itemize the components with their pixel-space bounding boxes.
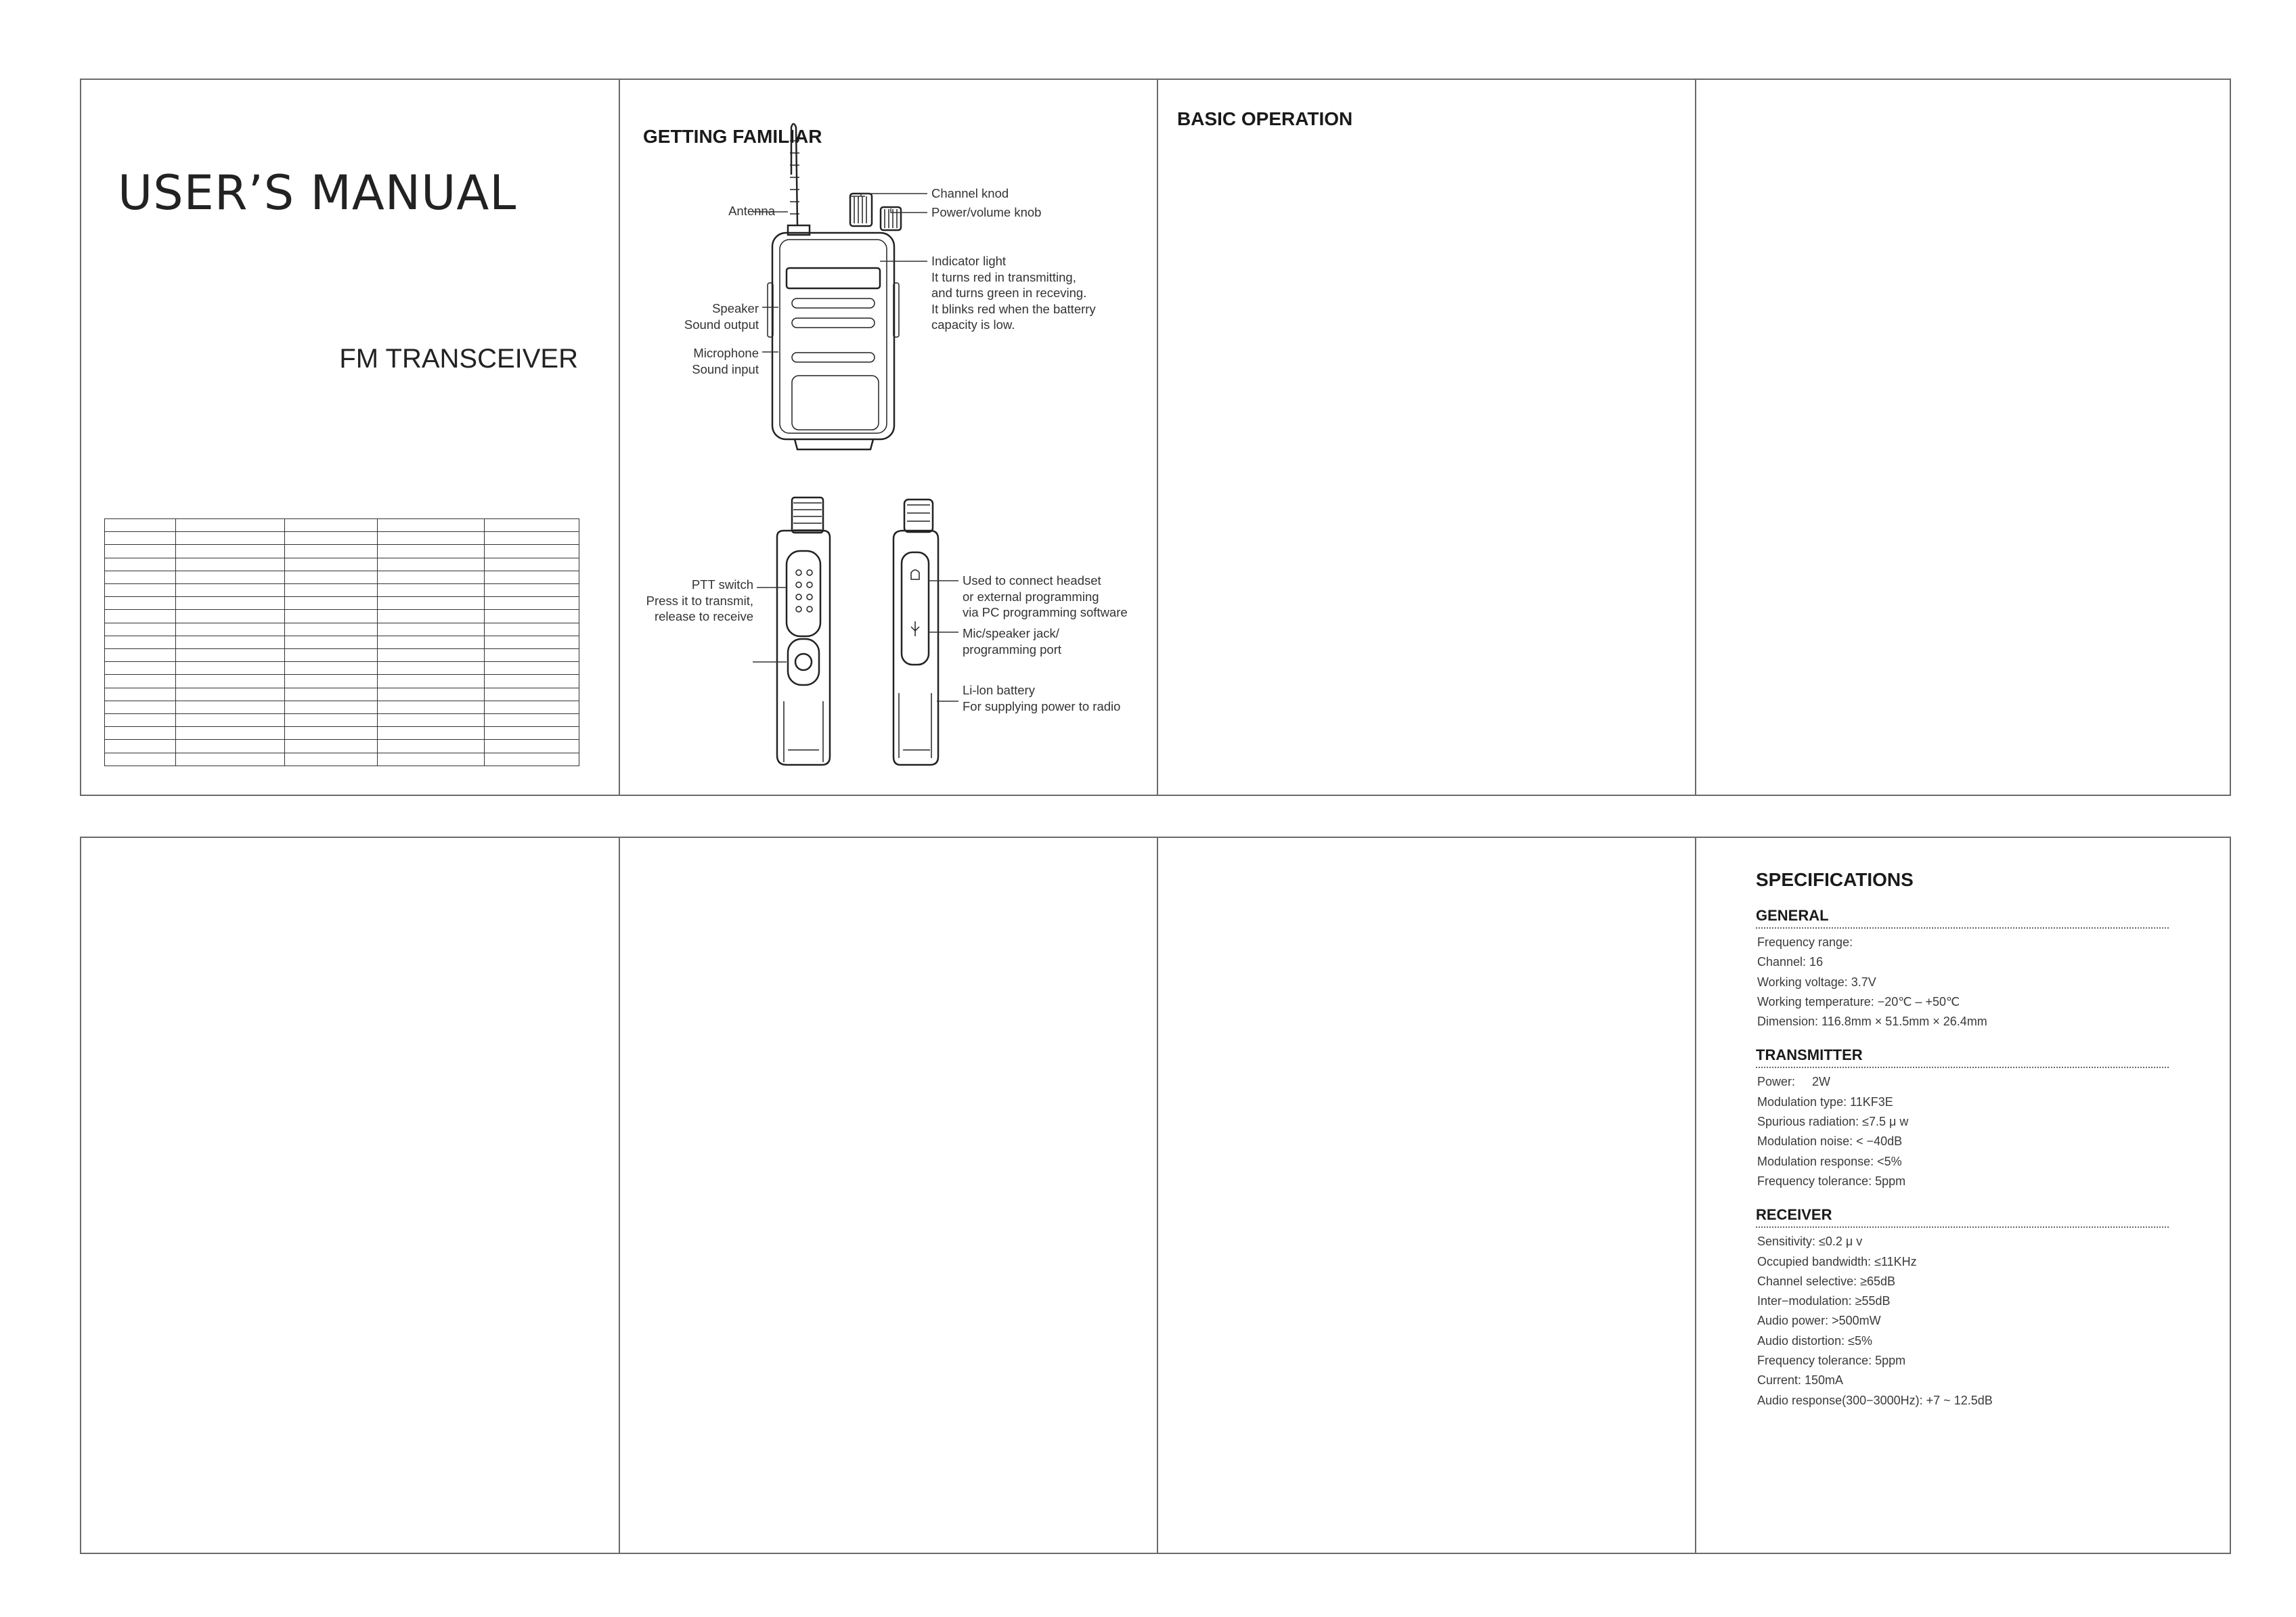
- record-table-cell: [285, 610, 378, 623]
- record-table-cell: [484, 662, 579, 675]
- record-table-cell: [176, 675, 285, 688]
- record-table-cell: [105, 649, 176, 662]
- specifications-panel: [1696, 838, 2232, 1553]
- record-table-cell: [176, 740, 285, 753]
- record-table-cell: [176, 727, 285, 740]
- record-table-cell: [378, 740, 485, 753]
- panel-divider: [1157, 838, 1158, 1553]
- record-table-cell: [484, 571, 579, 583]
- specifications-block: [1756, 869, 2169, 1425]
- general-heading: GENERAL: [1756, 907, 2169, 929]
- transmitter-heading: TRANSMITTER: [1756, 1046, 2169, 1068]
- record-table-cell: [378, 675, 485, 688]
- spec-item: Frequency range:: [1757, 935, 1853, 949]
- record-table-cell: [484, 714, 579, 727]
- record-table-cell: [105, 727, 176, 740]
- top-sheet: [80, 79, 2231, 796]
- record-table-cell: [176, 662, 285, 675]
- record-table-cell: [285, 623, 378, 636]
- record-table-cell: [484, 519, 579, 532]
- record-table-cell: [176, 649, 285, 662]
- record-table-cell: [105, 597, 176, 610]
- spec-item: Sensitivity: ≤0.2 μ v: [1757, 1235, 1863, 1249]
- record-table-cell: [105, 558, 176, 571]
- record-table-cell: [105, 636, 176, 648]
- antenna-label: Antenna: [728, 204, 775, 218]
- radio-front-body: [772, 233, 894, 439]
- record-table: [104, 518, 579, 766]
- record-table-cell: [378, 688, 485, 701]
- record-table-cell: [285, 675, 378, 688]
- radio-side-body: [777, 531, 830, 765]
- record-table-cell: [378, 558, 485, 571]
- spec-item: Channel selective: ≥65dB: [1757, 1274, 1896, 1288]
- record-table-row: [105, 688, 579, 701]
- channel-knob-label: Channel knod: [931, 186, 1009, 200]
- spec-item: Working temperature: −20℃ – +50℃: [1757, 994, 1960, 1009]
- record-table-cell: [484, 753, 579, 766]
- record-table-cell: [176, 532, 285, 545]
- record-table-row: [105, 623, 579, 636]
- record-table-cell: [105, 610, 176, 623]
- record-table-cell: [484, 727, 579, 740]
- record-table-cell: [484, 636, 579, 648]
- record-table-cell: [285, 727, 378, 740]
- record-table-cell: [105, 688, 176, 701]
- record-table-cell: [484, 545, 579, 558]
- spec-item: Audio power: >500mW: [1757, 1314, 1881, 1328]
- record-table-cell: [105, 571, 176, 583]
- record-table-cell: [378, 727, 485, 740]
- record-table-cell: [378, 519, 485, 532]
- power-knob-label: Power/volume knob: [931, 205, 1042, 219]
- record-table-cell: [176, 636, 285, 648]
- indicator-light-label: Indicator light It turns red in transmitting, and turns green in receving. It blinks red when the batterry capacity is low.: [931, 254, 1096, 332]
- receiver-heading: RECEIVER: [1756, 1206, 2169, 1228]
- spec-item: Current: 150mA: [1757, 1373, 1844, 1388]
- speaker-label: Speaker Sound output: [684, 301, 759, 332]
- record-table-cell: [176, 753, 285, 766]
- record-table-cell: [105, 545, 176, 558]
- blank-panel: [1696, 80, 2232, 795]
- record-table-cell: [285, 545, 378, 558]
- record-table-cell: [176, 545, 285, 558]
- record-table-cell: [285, 701, 378, 713]
- record-table-row: [105, 714, 579, 727]
- mic-jack-label: Mic/speaker jack/ programming port: [963, 626, 1062, 657]
- record-table-row: [105, 545, 579, 558]
- record-table-cell: [285, 519, 378, 532]
- record-table-cell: [484, 597, 579, 610]
- record-table-row: [105, 727, 579, 740]
- bottom-sheet: [80, 837, 2231, 1554]
- spec-item: Frequency tolerance: 5ppm: [1757, 1174, 1906, 1188]
- record-table-cell: [285, 740, 378, 753]
- record-table-cell: [378, 597, 485, 610]
- record-table-cell: [378, 532, 485, 545]
- record-table-cell: [105, 675, 176, 688]
- record-table-row: [105, 558, 579, 571]
- record-table-cell: [378, 662, 485, 675]
- basic-operation-heading: BASIC OPERATION: [1177, 108, 1353, 129]
- record-table-row: [105, 649, 579, 662]
- record-table-cell: [484, 675, 579, 688]
- spec-item: Power: 2W: [1757, 1075, 1831, 1089]
- record-table-cell: [285, 688, 378, 701]
- spec-item: Modulation response: <5%: [1757, 1154, 1902, 1168]
- spec-item: Inter−modulation: ≥55dB: [1757, 1294, 1891, 1308]
- record-table-cell: [105, 519, 176, 532]
- record-table-cell: [105, 584, 176, 597]
- record-table-cell: [285, 753, 378, 766]
- record-table-row: [105, 701, 579, 713]
- record-table-cell: [484, 623, 579, 636]
- record-table-cell: [105, 714, 176, 727]
- record-table-cell: [176, 519, 285, 532]
- record-table-cell: [105, 701, 176, 713]
- microphone-label: Microphone Sound input: [692, 346, 759, 376]
- front-view: [753, 124, 927, 449]
- record-table-cell: [176, 584, 285, 597]
- getting-familiar-panel: [620, 80, 1157, 795]
- general-list: [1757, 933, 2169, 1032]
- side-view-left: [753, 497, 830, 765]
- spec-item: Working voltage: 3.7V: [1757, 975, 1876, 989]
- record-table-cell: [484, 584, 579, 597]
- record-table-row: [105, 753, 579, 766]
- cover-panel: [81, 80, 619, 795]
- record-table-cell: [378, 584, 485, 597]
- record-table-cell: [378, 649, 485, 662]
- record-table-cell: [285, 597, 378, 610]
- spec-item: Occupied bandwidth: ≤11KHz: [1757, 1254, 1917, 1268]
- spec-item: Audio distortion: ≤5%: [1757, 1333, 1872, 1348]
- basic-operation-panel: [1158, 80, 1695, 795]
- ptt-switch-drawing: [787, 551, 820, 636]
- record-table-cell: [378, 571, 485, 583]
- record-table-row: [105, 675, 579, 688]
- spec-item: Frequency tolerance: 5ppm: [1757, 1354, 1906, 1368]
- channel-knob-drawing: [850, 194, 872, 226]
- specifications-heading: SPECIFICATIONS: [1756, 869, 1914, 890]
- headset-label: Used to connect headset or external programming via PC programming software: [963, 573, 1128, 619]
- mic-jack-drawing: [902, 552, 929, 665]
- record-table-row: [105, 610, 579, 623]
- antenna-drawing: [791, 124, 797, 225]
- record-table-cell: [176, 688, 285, 701]
- record-table-cell: [378, 623, 485, 636]
- record-table-cell: [176, 571, 285, 583]
- record-table-cell: [484, 740, 579, 753]
- record-table-cell: [484, 701, 579, 713]
- record-table-cell: [285, 649, 378, 662]
- record-table-cell: [176, 623, 285, 636]
- record-table-cell: [105, 623, 176, 636]
- record-table-cell: [484, 688, 579, 701]
- getting-familiar-heading: GETTING FAMILIAR: [643, 126, 822, 147]
- spec-item: Modulation type: 11KF3E: [1757, 1094, 1893, 1109]
- side-view-right: [893, 500, 958, 765]
- record-table-cell: [176, 714, 285, 727]
- record-table-row: [105, 571, 579, 583]
- record-table-cell: [378, 610, 485, 623]
- battery-label: Li-lon battery For supplying power to radio: [963, 683, 1121, 713]
- record-table-cell: [378, 636, 485, 648]
- record-table-row: [105, 636, 579, 648]
- record-table-cell: [285, 532, 378, 545]
- spec-item: Modulation noise: < −40dB: [1757, 1134, 1903, 1149]
- record-table-cell: [378, 753, 485, 766]
- record-table-cell: [484, 649, 579, 662]
- spec-item: Audio response(300−3000Hz): +7 ~ 12.5dB: [1757, 1393, 1993, 1407]
- record-table-row: [105, 532, 579, 545]
- record-table-cell: [484, 532, 579, 545]
- record-table-cell: [105, 753, 176, 766]
- record-table-row: [105, 584, 579, 597]
- record-table-cell: [285, 558, 378, 571]
- record-table-row: [105, 740, 579, 753]
- receiver-list: [1757, 1232, 2169, 1411]
- record-table-cell: [176, 558, 285, 571]
- record-table-cell: [285, 662, 378, 675]
- record-table-cell: [285, 714, 378, 727]
- ptt-switch-label: PTT switch Press it to transmit, release to receive: [646, 577, 753, 623]
- record-table-cell: [378, 714, 485, 727]
- manual-title: USER’S MANUAL: [118, 165, 517, 221]
- record-table-cell: [176, 610, 285, 623]
- record-table-cell: [176, 701, 285, 713]
- spec-item: Channel: 16: [1757, 955, 1824, 969]
- record-table-cell: [484, 558, 579, 571]
- record-table-row: [105, 597, 579, 610]
- record-table-cell: [105, 740, 176, 753]
- record-table-cell: [285, 636, 378, 648]
- record-table-cell: [176, 597, 285, 610]
- record-table-cell: [484, 610, 579, 623]
- spec-item: Spurious radiation: ≤7.5 μ w: [1757, 1115, 1909, 1129]
- record-table-cell: [285, 571, 378, 583]
- record-table-cell: [285, 584, 378, 597]
- record-table-cell: [378, 545, 485, 558]
- transmitter-list: [1757, 1072, 2169, 1191]
- record-table-cell: [105, 662, 176, 675]
- record-table-cell: [378, 701, 485, 713]
- record-table-row: [105, 662, 579, 675]
- record-table-cell: [105, 532, 176, 545]
- spec-item: Dimension: 116.8mm × 51.5mm × 26.4mm: [1757, 1015, 1987, 1029]
- panel-divider: [619, 838, 620, 1553]
- record-table-row: [105, 519, 579, 532]
- product-subtitle: FM TRANSCEIVER: [339, 344, 578, 374]
